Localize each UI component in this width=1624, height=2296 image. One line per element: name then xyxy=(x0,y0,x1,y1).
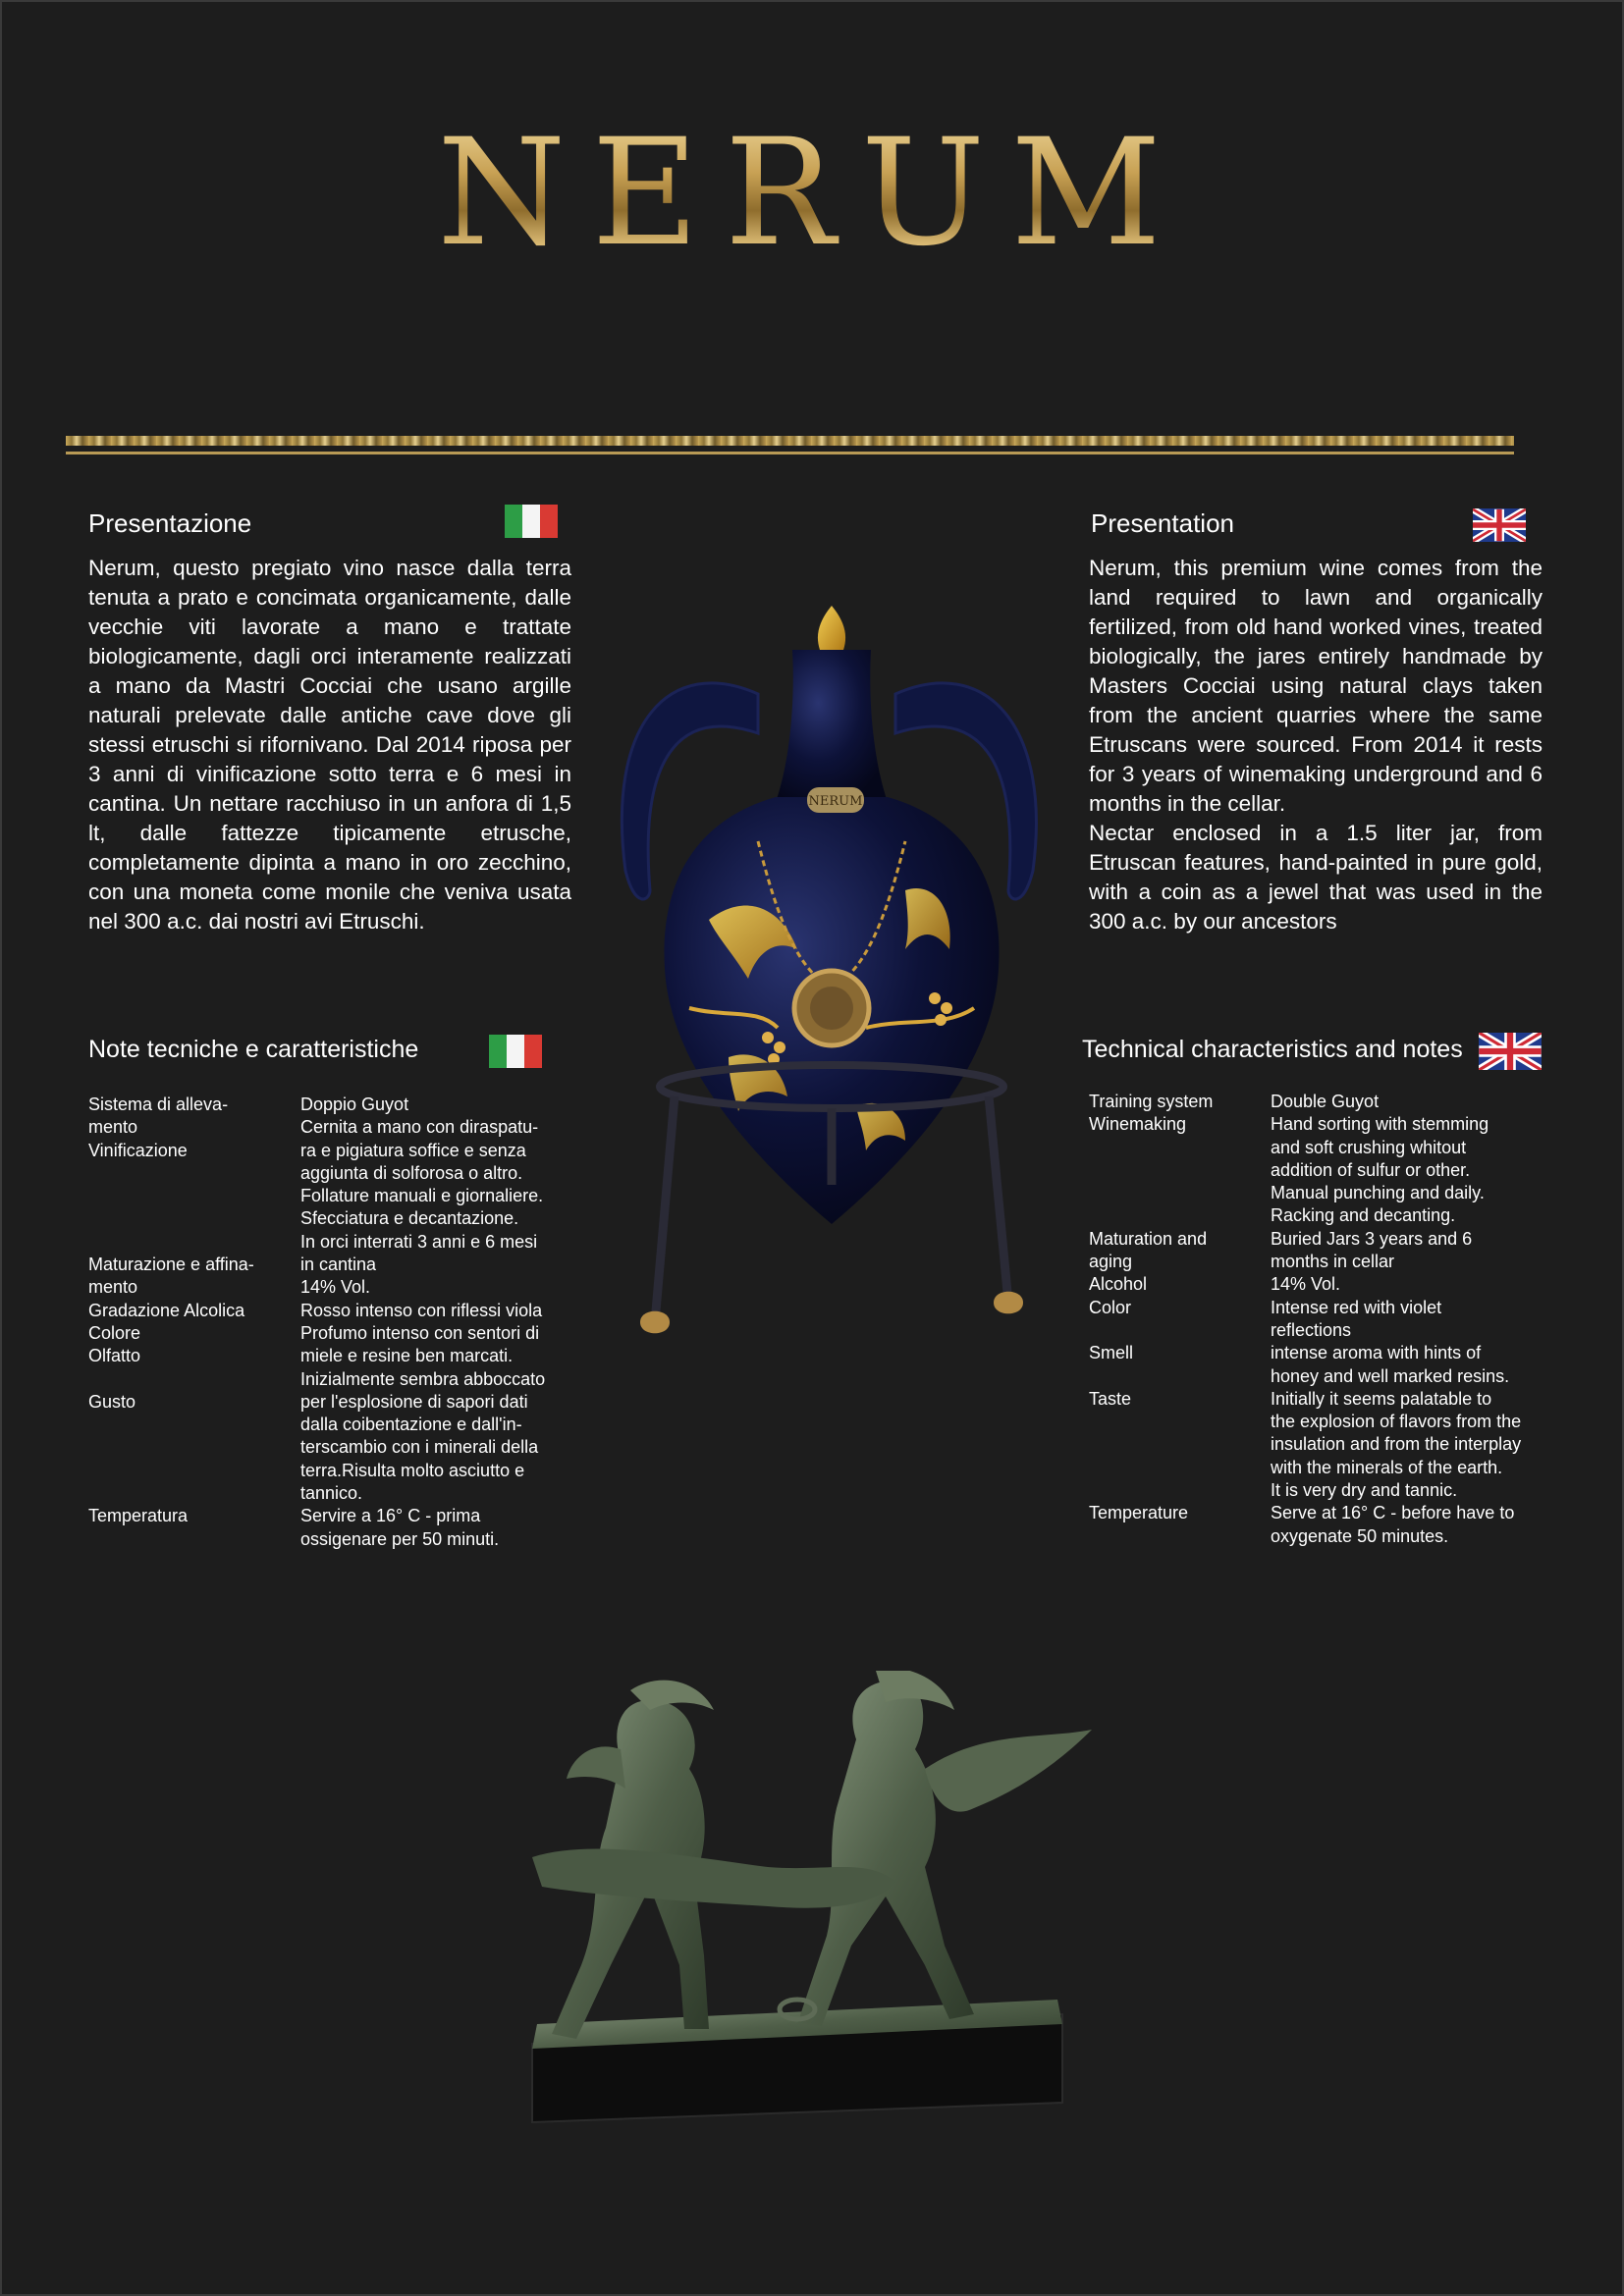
english-presentation-para-2: Nectar enclosed in a 1.5 liter jar, from Etruscan features, hand-painted in pure gold, with a coin as a jewel that was used in the 300 a.c. by our ancestors xyxy=(1089,821,1543,934)
spec-label: Taste xyxy=(1089,1388,1132,1409)
italy-flag-icon xyxy=(489,1035,542,1068)
italy-flag-icon xyxy=(505,505,558,538)
italian-spec-table xyxy=(88,1094,579,1551)
spec-value: Hand sorting with stemming and soft crushing whitout addition of sulfur or other. Manual punching and daily. Racking and decanting. xyxy=(1271,1114,1489,1226)
italian-presentation-text: Nerum, questo pregiato vino nasce dalla terra tenuta a prato e concimata organicamente, dalle vecchie viti lavorate a mano e trattate biologicamente, dagli orci interamente realizzati a mano da Mastri Cocciai che usano argille naturali prelevate dalle antiche cave dove gli stessi etruschi si rifornivano. Dal 2014 riposa per 3 anni di vinificazione sotto terra e 6 mesi in cantina. Un nettare racchiuso in un anfora di 1,5 lt, dalle fattezze tipicamente etrusche, completamente dipinta a mano in oro zecchino, con una moneta come monile che veniva usata nel 300 a.c. dai nostri avi Etruschi. xyxy=(88,556,571,934)
spec-value: Initially it seems palatable to the explosion of flavors from the insulation and from the interplay with the minerals of the earth. It is very dry and tannic. xyxy=(1271,1388,1522,1501)
spec-value: Servire a 16° C - prima ossigenare per 50 minuti. xyxy=(300,1506,500,1549)
uk-flag-icon xyxy=(1473,508,1526,542)
english-presentation-text xyxy=(1089,554,1543,936)
spec-value: In orci interrati 3 anni e 6 mesi in cantina 14% Vol. Rosso intenso con riflessi viola Profumo intenso con sentori di miele e resine ben marcati. xyxy=(300,1231,543,1366)
uk-flag-icon xyxy=(1479,1033,1542,1070)
spec-label: Training system xyxy=(1089,1092,1214,1111)
spec-label: Maturazione e affina- mento Gradazione Alcolica Colore Olfatto xyxy=(88,1255,254,1366)
spec-value: Buried Jars 3 years and 6 months in cellar xyxy=(1271,1228,1473,1272)
english-tech-title: Technical characteristics and notes xyxy=(1082,1036,1463,1063)
spec-label: Color xyxy=(1089,1297,1132,1317)
spec-value: Doppio Guyot Cernita a mano con diraspatu- ra e pigiatura soffice e senza aggiunta di solforosa o altro. Follature manuali e giornaliere. Sfecciatura e decantazione. xyxy=(300,1095,544,1229)
spec-value: intense aroma with hints of honey and well marked resins. xyxy=(1271,1343,1510,1386)
spec-label: Sistema di alleva- mento Vinificazione xyxy=(88,1095,229,1160)
amphora-coin-text: NERUM xyxy=(808,794,863,809)
gold-divider xyxy=(66,436,1514,446)
spec-label: Smell xyxy=(1089,1343,1134,1363)
italian-presentation-title: Presentazione xyxy=(88,508,252,538)
brand-title: NERUM xyxy=(437,108,1187,279)
bronze-statue-illustration xyxy=(513,1671,1102,2132)
spec-label: Winemaking xyxy=(1089,1114,1187,1135)
english-spec-table xyxy=(1089,1091,1550,1548)
english-presentation-para-1: Nerum, this premium wine comes from the land required to lawn and organically fertilized, from old hand worked vines, treated biologically, the jares entirely handmade by Masters Cocciai using natural clays taken from the ancient quarries where the same Etruscans were sourced. From 2014 it rests for 3 years of winemaking underground and 6 months in the cellar. xyxy=(1089,556,1543,816)
spec-label: Maturation and aging xyxy=(1089,1228,1208,1272)
spec-value: Inizialmente sembra abboccato per l'esplosione di sapori dati dalla coibentazione e dall'in- terscambio con i minerali della terra.Risulta molto asciutto e tannico. xyxy=(300,1368,546,1504)
spec-value: Serve at 16° C - before have to oxygenate 50 minutes. xyxy=(1271,1503,1515,1546)
gold-divider-thin xyxy=(66,452,1514,454)
spec-label: Gusto xyxy=(88,1391,136,1412)
spec-value: 14% Vol. xyxy=(1271,1274,1341,1295)
english-presentation-title: Presentation xyxy=(1091,508,1234,538)
spec-label: Temperature xyxy=(1089,1503,1189,1523)
spec-label: Alcohol xyxy=(1089,1274,1148,1295)
spec-value: Intense red with violet reflections xyxy=(1271,1297,1442,1340)
spec-value: Double Guyot xyxy=(1271,1092,1380,1111)
spec-label: Temperatura xyxy=(88,1506,189,1526)
italian-tech-title: Note tecniche e caratteristiche xyxy=(88,1036,419,1063)
amphora-illustration xyxy=(611,596,1053,1381)
